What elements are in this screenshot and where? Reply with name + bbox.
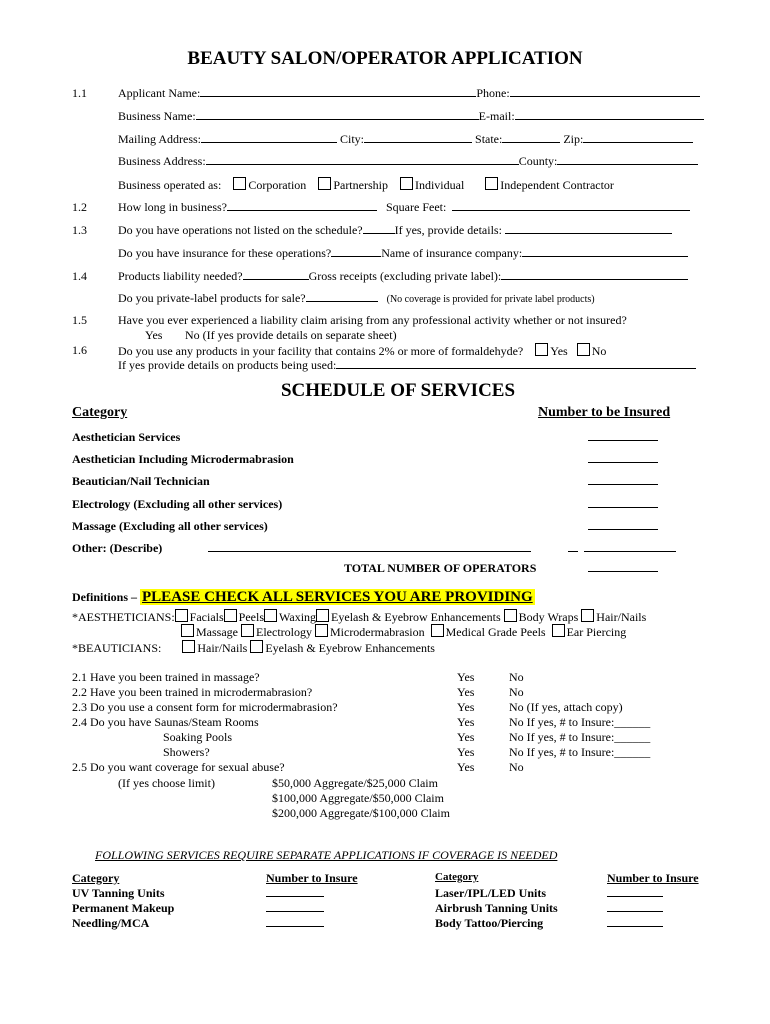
schedule-item: Beautician/Nail Technician: [72, 474, 210, 488]
eyelash-label: Eyelash & Eyebrow Enhancements: [331, 610, 501, 624]
if-yes-details-field[interactable]: [505, 223, 672, 234]
page-title: [0, 48, 770, 70]
sep-left-field[interactable]: [266, 901, 324, 912]
operated-as-row: [118, 177, 614, 193]
question-text: 2.3 Do you use a consent form for microdermabrasion?: [72, 700, 338, 714]
other-count-field[interactable]: [584, 541, 676, 552]
number-insured-header: Number to be Insured: [538, 405, 671, 420]
sep-right-item: Laser/IPL/LED Units: [435, 886, 547, 900]
if-yes-details-label: If yes, provide details:: [394, 223, 502, 237]
mailing-address-label: Mailing Address:: [118, 132, 201, 146]
medical-peels-label: Medical Grade Peels: [445, 625, 546, 639]
products-liability-field[interactable]: [243, 269, 309, 280]
question-text: Showers?: [163, 745, 210, 759]
beauticians-row: [72, 640, 435, 656]
check-all-highlight: PLEASE CHECK ALL SERVICES YOU ARE PROVIDING: [142, 589, 533, 605]
square-feet-label: Square Feet:: [386, 200, 447, 214]
county-field[interactable]: [557, 154, 698, 165]
partnership-label: Partnership: [333, 178, 388, 192]
schedule-item: Electrology (Excluding all other services): [72, 497, 283, 511]
insurance-company-field[interactable]: [522, 246, 688, 257]
formaldehyde-details-label: If yes provide details on products being used:: [118, 358, 337, 372]
microdermabrasion-label: Microdermabrasion: [329, 625, 425, 639]
zip-label: Zip:: [563, 132, 584, 146]
city-label: City:: [340, 132, 365, 146]
waxing-checkbox[interactable]: [264, 609, 277, 622]
formaldehyde-question: Do you use any products in your facility that contains 2% or more of formaldehyde?: [118, 344, 524, 358]
operated-as-label: Business operated as:: [118, 178, 222, 192]
hair-nails-label: Hair/Nails: [596, 610, 647, 624]
formaldehyde-details-field[interactable]: [336, 358, 696, 369]
applicant-row: [118, 86, 700, 101]
question-no[interactable]: No If yes, # to Insure:______: [509, 745, 651, 759]
corporation-checkbox[interactable]: [233, 177, 246, 190]
sep-left-item: Permanent Makeup: [72, 901, 175, 915]
definitions-row: [72, 589, 535, 606]
body-wraps-label: Body Wraps: [518, 610, 579, 624]
other-describe-field[interactable]: [208, 541, 531, 552]
private-label-row: [118, 291, 595, 306]
gross-receipts-field[interactable]: [501, 269, 688, 280]
electrology-label: Electrology: [256, 625, 312, 639]
aestheticians-row-1: [72, 609, 646, 625]
business-name-row: [118, 109, 704, 124]
square-feet-field[interactable]: [452, 200, 690, 211]
formaldehyde-no-checkbox[interactable]: [577, 343, 590, 356]
question-text: 2.1 Have you been trained in massage?: [72, 670, 260, 684]
other-describe-label: Other: (Describe): [72, 541, 163, 555]
formaldehyde-row: [118, 343, 606, 359]
state-label: State:: [475, 132, 503, 146]
state-field[interactable]: [502, 132, 560, 143]
peels-checkbox[interactable]: [224, 609, 237, 622]
schedule-item-field[interactable]: [588, 430, 658, 441]
no-coverage-note: (No coverage is provided for private label products): [386, 294, 595, 305]
corporation-label: Corporation: [248, 178, 307, 192]
question-yes[interactable]: Yes: [457, 760, 475, 774]
facials-checkbox[interactable]: [175, 609, 188, 622]
sep-left-field[interactable]: [266, 886, 324, 897]
beautician-hair-nails-label: Hair/Nails: [197, 641, 248, 655]
electrology-checkbox[interactable]: [241, 624, 254, 637]
section-num-1-5: 1.5: [72, 313, 87, 327]
question-no[interactable]: No: [509, 670, 524, 684]
ops-row: [118, 223, 672, 238]
insurance-row: [118, 246, 688, 261]
how-long-row: [118, 200, 690, 215]
category-header: Category: [72, 405, 128, 420]
limit-option[interactable]: $50,000 Aggregate/$25,000 Claim: [272, 776, 438, 790]
schedule-item-field[interactable]: [588, 452, 658, 463]
claim-question: Have you ever experienced a liability claim arising from any professional activity whether or not insured?: [118, 313, 627, 327]
aestheticians-label: *AESTHETICIANS:: [72, 610, 175, 624]
schedule-item: Aesthetician Including Microdermabrasion: [72, 452, 294, 466]
claim-no[interactable]: No (If yes provide details on separate sheet): [185, 328, 397, 342]
beautician-eyelash-checkbox[interactable]: [250, 640, 263, 653]
section-num-1-3: 1.3: [72, 223, 87, 237]
beautician-hair-nails-checkbox[interactable]: [182, 640, 195, 653]
phone-field[interactable]: [510, 86, 700, 97]
how-long-field[interactable]: [227, 200, 377, 211]
zip-field[interactable]: [583, 132, 693, 143]
sep-left-category-header: Category: [72, 871, 120, 885]
other-dash: [568, 541, 578, 552]
business-address-label: Business Address:: [118, 154, 206, 168]
sep-right-item: Airbrush Tanning Units: [435, 901, 558, 915]
schedule-item: Massage (Excluding all other services): [72, 519, 268, 533]
sep-right-field[interactable]: [607, 916, 663, 927]
how-long-label: How long in business?: [118, 200, 227, 214]
medical-peels-checkbox[interactable]: [431, 624, 444, 637]
schedule-item-field[interactable]: [588, 497, 658, 508]
schedule-item: Aesthetician Services: [72, 430, 181, 444]
aestheticians-row-2: [181, 624, 626, 640]
claim-yes[interactable]: Yes: [145, 328, 163, 342]
sep-right-category-header: Category: [435, 871, 479, 883]
sep-right-number-header: Number to Insure: [607, 871, 699, 885]
question-no[interactable]: No If yes, # to Insure:______: [509, 715, 651, 729]
private-label-field[interactable]: [306, 291, 378, 302]
question-no[interactable]: No If yes, # to Insure:______: [509, 730, 651, 744]
schedule-item-field[interactable]: [588, 474, 658, 485]
email-field[interactable]: [515, 109, 704, 120]
eyelash-checkbox[interactable]: [316, 609, 329, 622]
beauticians-label: *BEAUTICIANS:: [72, 641, 162, 655]
question-yes[interactable]: Yes: [457, 670, 475, 684]
question-yes[interactable]: Yes: [457, 685, 475, 699]
sep-left-number-header: Number to Insure: [266, 871, 358, 885]
sep-right-item: Body Tattoo/Piercing: [435, 916, 544, 930]
question-no[interactable]: No (If yes, attach copy): [509, 700, 623, 714]
section-num-1-1: 1.1: [72, 86, 87, 100]
phone-label: Phone:: [476, 86, 510, 100]
waxing-label: Waxing: [279, 610, 317, 624]
title-text: BEAUTY SALON/OPERATOR APPLICATION: [187, 48, 583, 69]
limit-label: (If yes choose limit): [118, 776, 215, 790]
section-num-1-6: 1.6: [72, 343, 87, 357]
question-text: 2.4 Do you have Saunas/Steam Rooms: [72, 715, 259, 729]
gross-receipts-label: Gross receipts (excluding private label):: [308, 269, 502, 283]
applicant-name-label: Applicant Name:: [118, 86, 201, 100]
facials-label: Facials: [189, 610, 224, 624]
sep-left-item: UV Tanning Units: [72, 886, 165, 900]
individual-label: Individual: [414, 178, 465, 192]
sep-right-field[interactable]: [607, 886, 663, 897]
body-wraps-checkbox[interactable]: [504, 609, 517, 622]
schedule-title-text: SCHEDULE OF SERVICES: [280, 380, 516, 401]
insurance-field[interactable]: [331, 246, 381, 257]
ear-piercing-checkbox[interactable]: [552, 624, 565, 637]
sep-left-item: Needling/MCA: [72, 916, 150, 930]
sep-left-field[interactable]: [266, 916, 324, 927]
business-name-field[interactable]: [196, 109, 479, 120]
separate-notice: FOLLOWING SERVICES REQUIRE SEPARATE APPLICATIONS IF COVERAGE IS NEEDED: [95, 848, 558, 862]
limit-option[interactable]: $200,000 Aggregate/$100,000 Claim: [272, 806, 450, 820]
independent-label: Independent Contractor: [500, 178, 614, 192]
section-num-1-2: 1.2: [72, 200, 87, 214]
limit-option[interactable]: $100,000 Aggregate/$50,000 Claim: [272, 791, 444, 805]
total-operators-label: TOTAL NUMBER OF OPERATORS: [344, 561, 537, 575]
ear-piercing-label: Ear Piercing: [566, 625, 627, 639]
section-num-1-4: 1.4: [72, 269, 87, 283]
products-liability-label: Products liability needed?: [118, 269, 243, 283]
email-label: E-mail:: [478, 109, 515, 123]
question-yes[interactable]: Yes: [457, 730, 475, 744]
schedule-title: [0, 380, 770, 402]
massage-label: Massage: [196, 625, 238, 639]
formaldehyde-yes-checkbox[interactable]: [535, 343, 548, 356]
formaldehyde-yes-label: Yes: [550, 344, 568, 358]
microdermabrasion-checkbox[interactable]: [315, 624, 328, 637]
massage-checkbox[interactable]: [181, 624, 194, 637]
schedule-item-field[interactable]: [588, 519, 658, 530]
question-text: Soaking Pools: [163, 730, 233, 744]
private-label-label: Do you private-label products for sale?: [118, 291, 306, 305]
question-no[interactable]: No: [509, 760, 524, 774]
total-operators-field[interactable]: [588, 561, 658, 572]
insurance-company-label: Name of insurance company:: [381, 246, 523, 260]
business-address-row: [118, 154, 698, 169]
question-yes[interactable]: Yes: [457, 745, 475, 759]
definitions-dash: –: [131, 590, 138, 604]
business-address-field[interactable]: [206, 154, 519, 165]
insurance-label: Do you have insurance for these operations?: [118, 246, 332, 260]
peels-label: Peels: [238, 610, 265, 624]
mailing-row: [118, 132, 693, 147]
independent-checkbox[interactable]: [485, 177, 498, 190]
individual-checkbox[interactable]: [400, 177, 413, 190]
products-row: [118, 269, 688, 284]
mailing-address-field[interactable]: [201, 132, 337, 143]
sep-right-field[interactable]: [607, 901, 663, 912]
applicant-name-field[interactable]: [200, 86, 476, 97]
city-field[interactable]: [364, 132, 472, 143]
formaldehyde-no-label: No: [591, 344, 607, 358]
formaldehyde-details-row: [118, 358, 696, 373]
question-text: 2.5 Do you want coverage for sexual abuse?: [72, 760, 285, 774]
question-yes[interactable]: Yes: [457, 700, 475, 714]
county-label: County:: [518, 154, 558, 168]
question-no[interactable]: No: [509, 685, 524, 699]
question-text: 2.2 Have you been trained in microdermabrasion?: [72, 685, 313, 699]
beautician-eyelash-label: Eyelash & Eyebrow Enhancements: [265, 641, 435, 655]
ops-not-listed-field[interactable]: [363, 223, 395, 234]
ops-not-listed-label: Do you have operations not listed on the schedule?: [118, 223, 363, 237]
business-name-label: Business Name:: [118, 109, 196, 123]
hair-nails-checkbox[interactable]: [581, 609, 594, 622]
partnership-checkbox[interactable]: [318, 177, 331, 190]
question-yes[interactable]: Yes: [457, 715, 475, 729]
definitions-label: Definitions: [72, 590, 129, 604]
